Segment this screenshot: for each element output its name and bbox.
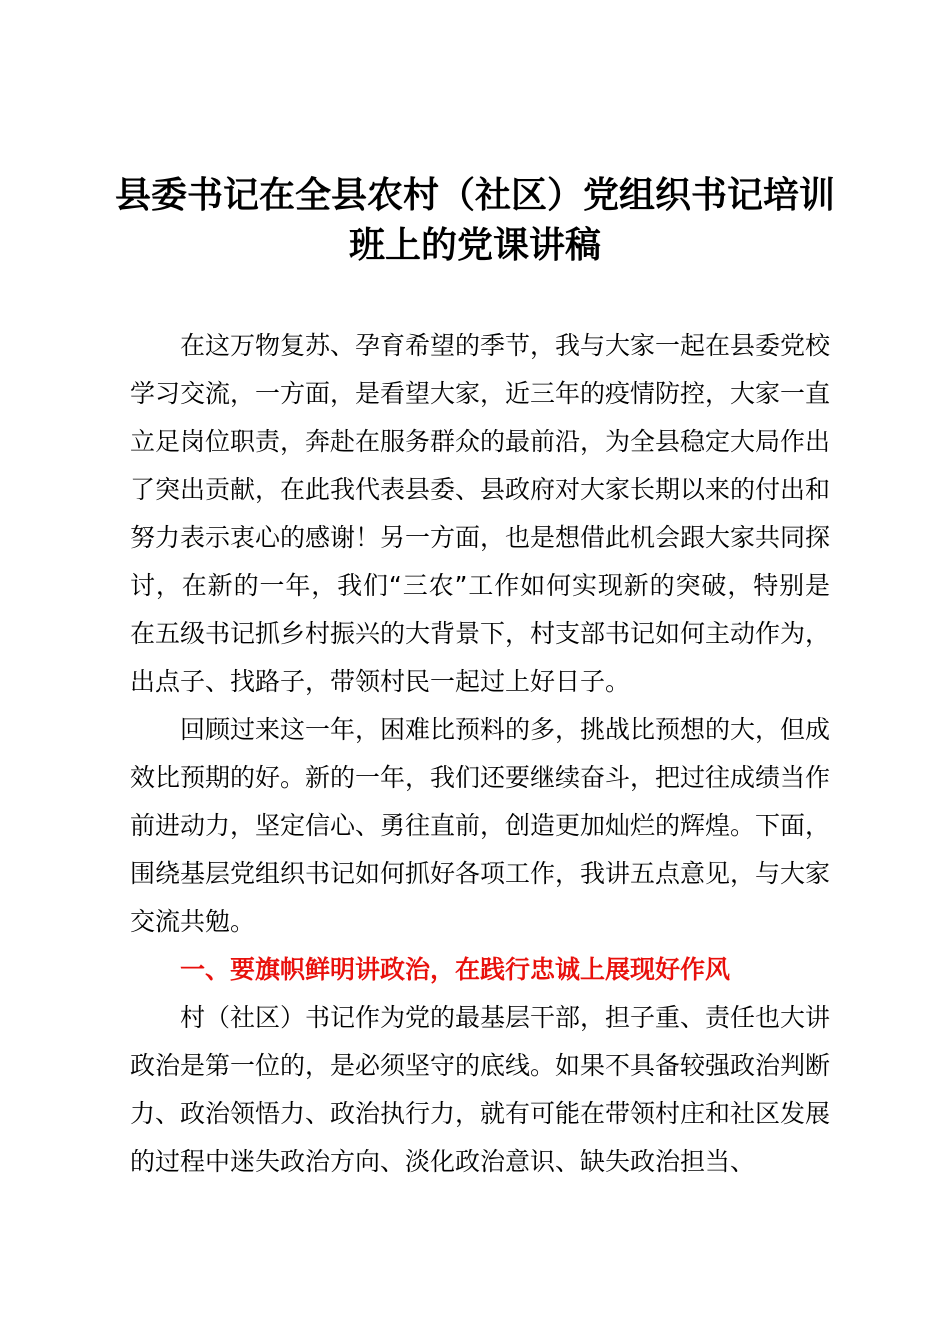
paragraph-review: 回顾过来这一年，困难比预料的多，挑战比预想的大，但成效比预期的好。新的一年，我们还要继续奋斗，把过往成绩当作前进动力，坚定信心、勇往直前，创造更加灿烂的辉煌。下面，围绕基层党组织书记如何抓好各项工作，我讲五点意见，与大家交流共勉。 xyxy=(130,715,831,936)
section-heading-1: 一、要旗帜鲜明讲政治，在践行忠诚上展现好作风 xyxy=(180,955,731,984)
title-line-1: 县委书记在全县农村（社区）党组织书记培训 xyxy=(114,174,835,216)
document-title xyxy=(110,170,840,270)
title-line-2: 班上的党课讲稿 xyxy=(348,224,601,266)
paragraph-intro: 在这万物复苏、孕育希望的季节，我与大家一起在县委党校学习交流，一方面，是看望大家，近三年的疫情防控，大家一直立足岗位职责，奔赴在服务群众的最前沿，为全县稳定大局作出了突出贡献，在此我代表县委、县政府对大家长期以来的付出和努力表示衷心的感谢！另一方面，也是想借此机会跟大家共同探讨，在新的一年，我们“三农”工作如何实现新的突破，特别是在五级书记抓乡村振兴的大背景下，村支部书记如何主动作为，出点子、找路子，带领村民一起过上好日子。 xyxy=(130,331,831,696)
section-paragraph-1: 村（社区）书记作为党的最基层干部，担子重、责任也大讲政治是第一位的，是必须坚守的底线。如果不具备较强政治判断力、政治领悟力、政治执行力，就有可能在带领村庄和社区发展的过程中迷失政治方向、淡化政治意识、缺失政治担当、 xyxy=(130,1003,831,1176)
document-body xyxy=(130,322,830,1186)
